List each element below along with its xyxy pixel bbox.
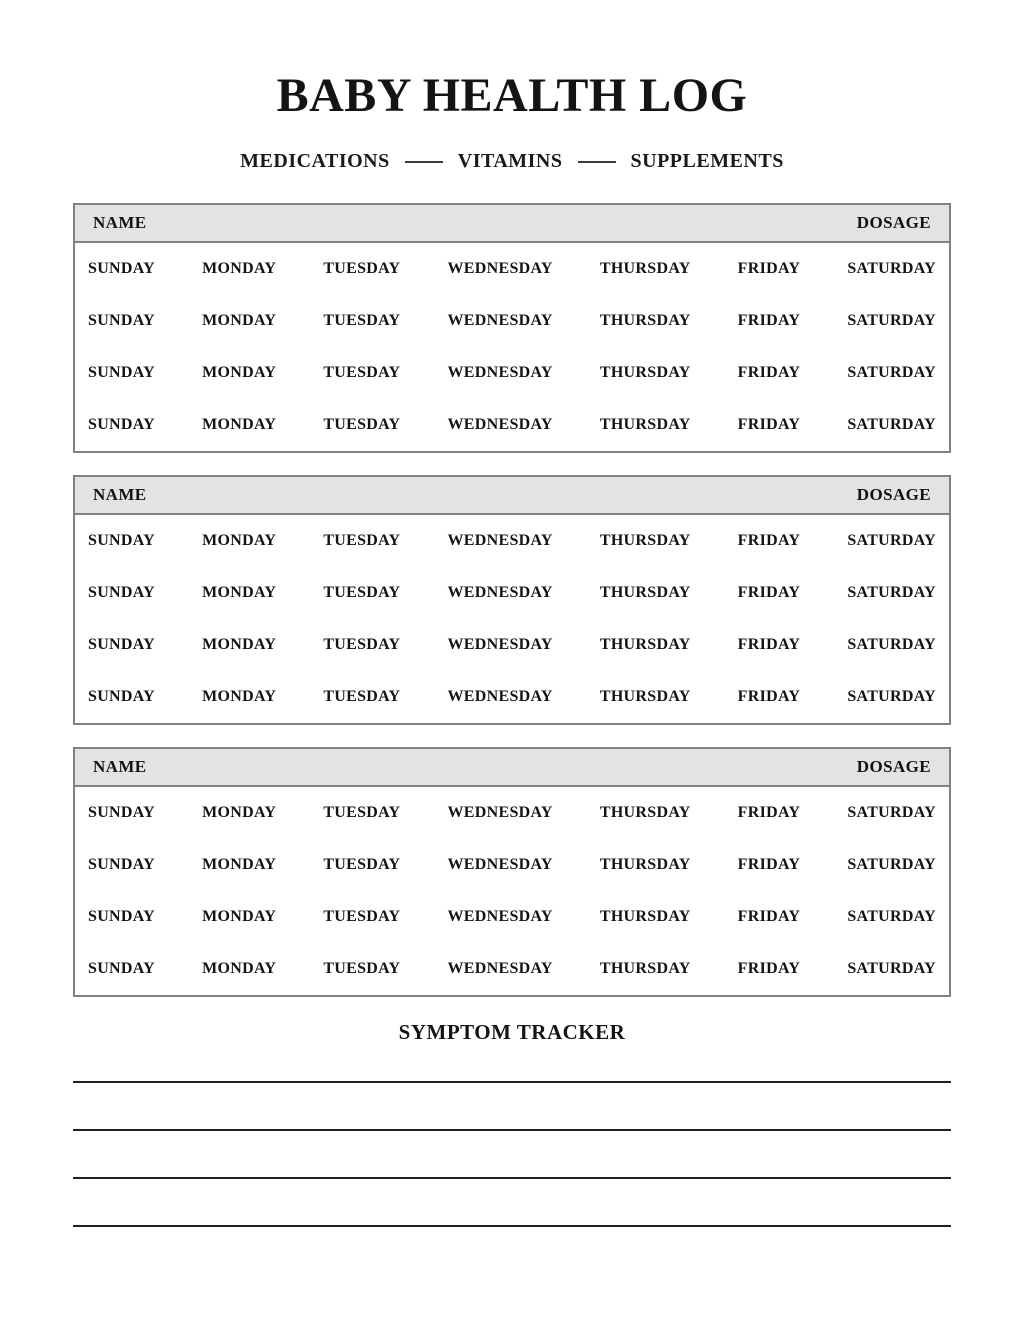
day-label-sunday: SUNDAY	[88, 804, 156, 822]
name-column-header: NAME	[93, 213, 147, 233]
day-label-saturday: SATURDAY	[847, 260, 936, 278]
week-row	[75, 515, 949, 567]
day-label-thursday: THURSDAY	[599, 532, 691, 550]
dosage-column-header: DOSAGE	[856, 485, 931, 505]
day-label-thursday: THURSDAY	[599, 856, 691, 874]
day-label-friday: FRIDAY	[737, 688, 801, 706]
category-vitamins: VITAMINS	[457, 150, 563, 173]
week-row	[75, 839, 949, 891]
day-label-friday: FRIDAY	[737, 960, 801, 978]
day-label-thursday: THURSDAY	[599, 804, 691, 822]
week-row	[75, 619, 949, 671]
day-label-wednesday: WEDNESDAY	[447, 532, 553, 550]
day-label-saturday: SATURDAY	[847, 960, 936, 978]
day-label-tuesday: TUESDAY	[323, 688, 401, 706]
day-label-saturday: SATURDAY	[847, 856, 936, 874]
writing-line	[73, 1129, 951, 1131]
day-label-thursday: THURSDAY	[599, 636, 691, 654]
day-label-saturday: SATURDAY	[847, 532, 936, 550]
day-label-sunday: SUNDAY	[88, 260, 156, 278]
day-label-monday: MONDAY	[202, 856, 277, 874]
day-label-wednesday: WEDNESDAY	[447, 584, 553, 602]
category-subtitle	[0, 150, 1024, 173]
day-label-thursday: THURSDAY	[599, 688, 691, 706]
day-label-wednesday: WEDNESDAY	[447, 312, 553, 330]
divider-line-icon	[578, 161, 616, 163]
day-label-sunday: SUNDAY	[88, 364, 156, 382]
day-label-wednesday: WEDNESDAY	[447, 636, 553, 654]
day-label-monday: MONDAY	[202, 312, 277, 330]
day-label-friday: FRIDAY	[737, 908, 801, 926]
day-label-tuesday: TUESDAY	[323, 364, 401, 382]
day-label-wednesday: WEDNESDAY	[447, 856, 553, 874]
dosage-column-header: DOSAGE	[856, 213, 931, 233]
day-label-wednesday: WEDNESDAY	[447, 688, 553, 706]
category-supplements: SUPPLEMENTS	[630, 150, 784, 173]
day-label-sunday: SUNDAY	[88, 636, 156, 654]
day-label-monday: MONDAY	[202, 260, 277, 278]
day-label-saturday: SATURDAY	[847, 364, 936, 382]
day-label-thursday: THURSDAY	[599, 908, 691, 926]
symptom-tracker-heading: SYMPTOM TRACKER	[398, 1020, 626, 1045]
divider-line-icon	[405, 161, 443, 163]
day-label-sunday: SUNDAY	[88, 416, 156, 434]
week-row	[75, 567, 949, 619]
day-label-friday: FRIDAY	[737, 584, 801, 602]
day-label-friday: FRIDAY	[737, 260, 801, 278]
day-label-sunday: SUNDAY	[88, 532, 156, 550]
day-label-thursday: THURSDAY	[599, 260, 691, 278]
day-label-tuesday: TUESDAY	[323, 908, 401, 926]
day-label-thursday: THURSDAY	[599, 364, 691, 382]
day-label-thursday: THURSDAY	[599, 312, 691, 330]
day-label-monday: MONDAY	[202, 416, 277, 434]
day-label-tuesday: TUESDAY	[323, 260, 401, 278]
week-row	[75, 943, 949, 995]
page-title: BABY HEALTH LOG	[276, 69, 748, 122]
day-label-monday: MONDAY	[202, 584, 277, 602]
day-label-sunday: SUNDAY	[88, 908, 156, 926]
day-label-friday: FRIDAY	[737, 532, 801, 550]
day-label-thursday: THURSDAY	[599, 584, 691, 602]
day-label-tuesday: TUESDAY	[323, 804, 401, 822]
day-label-tuesday: TUESDAY	[323, 584, 401, 602]
table-header	[75, 205, 949, 243]
week-row	[75, 787, 949, 839]
day-label-friday: FRIDAY	[737, 804, 801, 822]
week-row	[75, 891, 949, 943]
day-label-friday: FRIDAY	[737, 856, 801, 874]
day-label-saturday: SATURDAY	[847, 636, 936, 654]
day-label-tuesday: TUESDAY	[323, 960, 401, 978]
day-label-saturday: SATURDAY	[847, 584, 936, 602]
day-label-monday: MONDAY	[202, 532, 277, 550]
day-label-wednesday: WEDNESDAY	[447, 908, 553, 926]
log-tables-section	[0, 203, 1024, 997]
table-header	[75, 477, 949, 515]
day-label-thursday: THURSDAY	[599, 960, 691, 978]
name-column-header: NAME	[93, 757, 147, 777]
day-label-monday: MONDAY	[202, 688, 277, 706]
day-label-friday: FRIDAY	[737, 312, 801, 330]
day-label-saturday: SATURDAY	[847, 688, 936, 706]
day-label-monday: MONDAY	[202, 908, 277, 926]
day-label-saturday: SATURDAY	[847, 804, 936, 822]
day-label-tuesday: TUESDAY	[323, 532, 401, 550]
day-label-sunday: SUNDAY	[88, 856, 156, 874]
day-label-monday: MONDAY	[202, 804, 277, 822]
day-label-sunday: SUNDAY	[88, 312, 156, 330]
week-row	[75, 243, 949, 295]
day-label-wednesday: WEDNESDAY	[447, 364, 553, 382]
writing-line	[73, 1081, 951, 1083]
day-label-tuesday: TUESDAY	[323, 416, 401, 434]
medication-log-table-2	[73, 475, 951, 725]
day-label-tuesday: TUESDAY	[323, 636, 401, 654]
symptom-tracker-lines	[0, 1081, 1024, 1227]
day-label-monday: MONDAY	[202, 636, 277, 654]
day-label-monday: MONDAY	[202, 364, 277, 382]
day-label-sunday: SUNDAY	[88, 688, 156, 706]
week-row	[75, 295, 949, 347]
day-label-friday: FRIDAY	[737, 364, 801, 382]
day-label-wednesday: WEDNESDAY	[447, 260, 553, 278]
day-label-sunday: SUNDAY	[88, 584, 156, 602]
day-label-saturday: SATURDAY	[847, 312, 936, 330]
medication-log-table-1	[73, 203, 951, 453]
week-row	[75, 347, 949, 399]
day-label-saturday: SATURDAY	[847, 416, 936, 434]
dosage-column-header: DOSAGE	[856, 757, 931, 777]
day-label-wednesday: WEDNESDAY	[447, 960, 553, 978]
day-label-saturday: SATURDAY	[847, 908, 936, 926]
name-column-header: NAME	[93, 485, 147, 505]
table-header	[75, 749, 949, 787]
day-label-tuesday: TUESDAY	[323, 312, 401, 330]
category-medications: MEDICATIONS	[240, 150, 390, 173]
week-row	[75, 399, 949, 451]
day-label-friday: FRIDAY	[737, 416, 801, 434]
medication-log-table-3	[73, 747, 951, 997]
day-label-sunday: SUNDAY	[88, 960, 156, 978]
day-label-thursday: THURSDAY	[599, 416, 691, 434]
day-label-tuesday: TUESDAY	[323, 856, 401, 874]
week-row	[75, 671, 949, 723]
day-label-monday: MONDAY	[202, 960, 277, 978]
writing-line	[73, 1177, 951, 1179]
writing-line	[73, 1225, 951, 1227]
day-label-wednesday: WEDNESDAY	[447, 804, 553, 822]
day-label-wednesday: WEDNESDAY	[447, 416, 553, 434]
day-label-friday: FRIDAY	[737, 636, 801, 654]
